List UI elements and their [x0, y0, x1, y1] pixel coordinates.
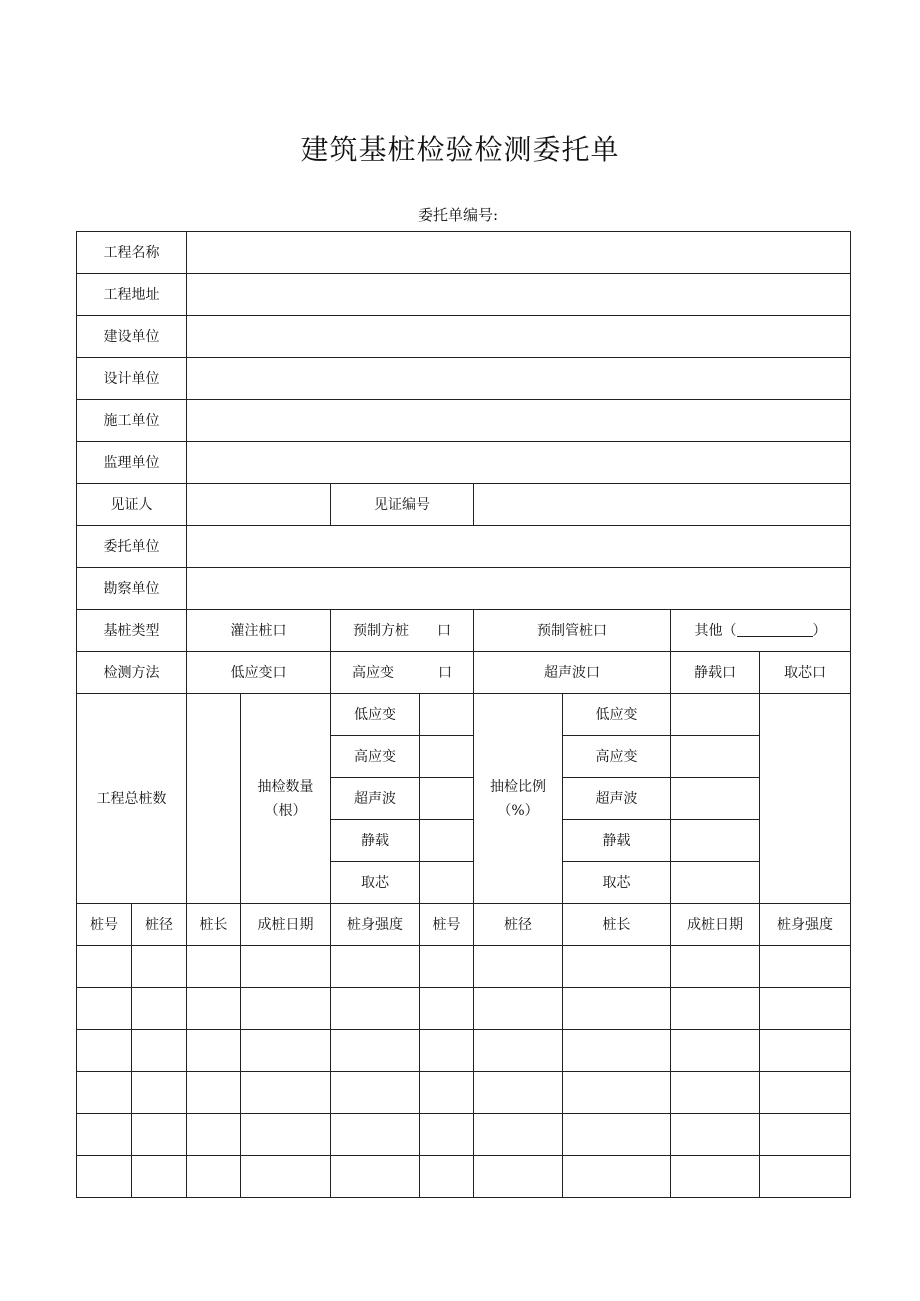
- pile-cell[interactable]: [760, 1072, 851, 1114]
- pile-cell[interactable]: [77, 1156, 132, 1198]
- ratio-method-static-load: 静载: [563, 820, 671, 862]
- col-header-pile-length-2: 桩长: [563, 904, 671, 946]
- pile-cell[interactable]: [563, 1072, 671, 1114]
- col-header-pile-diameter: 桩径: [132, 904, 187, 946]
- qty-method-coring: 取芯: [331, 862, 420, 904]
- pile-cell[interactable]: [132, 946, 187, 988]
- col-header-pile-no-2: 桩号: [420, 904, 474, 946]
- pile-type-square-precast-checkbox[interactable]: 口: [437, 622, 451, 639]
- pile-type-other-blank[interactable]: [737, 624, 813, 637]
- pile-type-row: [77, 610, 851, 652]
- survey-unit-row: [77, 568, 851, 610]
- pile-cell[interactable]: [132, 1072, 187, 1114]
- ratio-static-load-field[interactable]: [671, 820, 760, 862]
- ratio-method-high-strain: 高应变: [563, 736, 671, 778]
- pile-cell[interactable]: [563, 1030, 671, 1072]
- pile-cell[interactable]: [474, 1072, 563, 1114]
- pile-cell[interactable]: [563, 1114, 671, 1156]
- test-method-high-strain-label: 高应变: [352, 664, 394, 681]
- ratio-method-coring: 取芯: [563, 862, 671, 904]
- pile-table-header-row: [77, 904, 851, 946]
- survey-unit-field[interactable]: [187, 568, 851, 610]
- col-header-pile-length: 桩长: [187, 904, 241, 946]
- design-unit-row: [77, 358, 851, 400]
- contractor-unit-label: 施工单位: [77, 400, 187, 442]
- pile-cell[interactable]: [241, 946, 331, 988]
- test-method-ultrasonic-option[interactable]: 超声波口: [474, 652, 671, 694]
- qty-ultrasonic-field[interactable]: [420, 778, 474, 820]
- pile-cell[interactable]: [474, 946, 563, 988]
- pile-cell[interactable]: [241, 1030, 331, 1072]
- pile-data-row: [77, 1030, 851, 1072]
- pile-cell[interactable]: [563, 946, 671, 988]
- ratio-ultrasonic-field[interactable]: [671, 778, 760, 820]
- pile-cell[interactable]: [760, 1030, 851, 1072]
- pile-cell[interactable]: [132, 1030, 187, 1072]
- pile-cell[interactable]: [331, 946, 420, 988]
- project-address-row: [77, 274, 851, 316]
- witness-label: 见证人: [77, 484, 187, 526]
- pile-cell[interactable]: [187, 988, 241, 1030]
- sample-ratio-title: 抽检比例: [490, 778, 546, 795]
- test-method-row: [77, 652, 851, 694]
- pile-cell[interactable]: [187, 1156, 241, 1198]
- pile-cell[interactable]: [671, 1030, 760, 1072]
- qty-static-load-field[interactable]: [420, 820, 474, 862]
- pile-cell[interactable]: [563, 988, 671, 1030]
- sample-ratio-unit: （%）: [497, 802, 539, 819]
- sample-quantity-unit: （根）: [264, 802, 307, 819]
- design-unit-field[interactable]: [187, 358, 851, 400]
- pile-cell[interactable]: [760, 1156, 851, 1198]
- construction-unit-label: 建设单位: [77, 316, 187, 358]
- test-method-coring-option[interactable]: 取芯口: [760, 652, 851, 694]
- commission-form-table: [76, 231, 851, 1198]
- test-method-label: 检测方法: [77, 652, 187, 694]
- qty-low-strain-field[interactable]: [420, 694, 474, 736]
- test-method-static-load-option[interactable]: 静载口: [671, 652, 760, 694]
- pile-cell[interactable]: [671, 1072, 760, 1114]
- test-method-low-strain-option[interactable]: 低应变口: [187, 652, 331, 694]
- pile-type-other-option[interactable]: [671, 610, 851, 652]
- witness-number-field[interactable]: [474, 484, 851, 526]
- pile-data-row: [77, 1072, 851, 1114]
- construction-unit-field[interactable]: [187, 316, 851, 358]
- pile-cell[interactable]: [187, 1030, 241, 1072]
- pile-cell[interactable]: [331, 988, 420, 1030]
- pile-cell[interactable]: [331, 1156, 420, 1198]
- pile-cell[interactable]: [474, 1156, 563, 1198]
- supervision-unit-field[interactable]: [187, 442, 851, 484]
- ratio-coring-field[interactable]: [671, 862, 760, 904]
- pile-cell[interactable]: [671, 988, 760, 1030]
- construction-unit-row: [77, 316, 851, 358]
- client-unit-label: 委托单位: [77, 526, 187, 568]
- pile-cell[interactable]: [420, 1030, 474, 1072]
- test-method-high-strain-option[interactable]: [331, 652, 474, 694]
- qty-high-strain-field[interactable]: [420, 736, 474, 778]
- col-header-pile-no: 桩号: [77, 904, 132, 946]
- supervision-unit-row: [77, 442, 851, 484]
- col-header-pile-date-2: 成桩日期: [671, 904, 760, 946]
- pile-cell[interactable]: [760, 988, 851, 1030]
- pile-cell[interactable]: [187, 946, 241, 988]
- col-header-pile-date: 成桩日期: [241, 904, 331, 946]
- pile-cell[interactable]: [77, 1030, 132, 1072]
- qty-method-ultrasonic: 超声波: [331, 778, 420, 820]
- pile-data-row: [77, 1156, 851, 1198]
- pile-cell[interactable]: [132, 988, 187, 1030]
- pile-cell[interactable]: [241, 988, 331, 1030]
- pile-type-tube-precast-option[interactable]: 预制管桩口: [474, 610, 671, 652]
- pile-cell[interactable]: [671, 1156, 760, 1198]
- pile-type-label: 基桩类型: [77, 610, 187, 652]
- project-address-label: 工程地址: [77, 274, 187, 316]
- pile-cell[interactable]: [241, 1156, 331, 1198]
- col-header-pile-diameter-2: 桩径: [474, 904, 563, 946]
- project-name-label: 工程名称: [77, 232, 187, 274]
- pile-cell[interactable]: [420, 1072, 474, 1114]
- form-number-label: 委托单编号:: [418, 206, 499, 224]
- qty-coring-field[interactable]: [420, 862, 474, 904]
- pile-cell[interactable]: [563, 1156, 671, 1198]
- sample-quantity-label: [241, 694, 331, 904]
- pile-type-square-precast-option[interactable]: [331, 610, 474, 652]
- supervision-unit-label: 监理单位: [77, 442, 187, 484]
- pile-cell[interactable]: [132, 1114, 187, 1156]
- pile-cell[interactable]: [420, 1114, 474, 1156]
- total-piles-label: 工程总桩数: [77, 694, 187, 904]
- sample-quantity-title: 抽检数量: [257, 778, 314, 795]
- col-header-pile-strength: 桩身强度: [331, 904, 420, 946]
- pile-cell[interactable]: [331, 1114, 420, 1156]
- pile-cell[interactable]: [331, 1030, 420, 1072]
- ratio-low-strain-field[interactable]: [671, 694, 760, 736]
- pile-cell[interactable]: [331, 1072, 420, 1114]
- pile-cell[interactable]: [241, 1114, 331, 1156]
- pile-cell[interactable]: [420, 1156, 474, 1198]
- pile-data-row: [77, 988, 851, 1030]
- qty-method-high-strain: 高应变: [331, 736, 420, 778]
- pile-cell[interactable]: [77, 988, 132, 1030]
- survey-unit-label: 勘察单位: [77, 568, 187, 610]
- sample-ratio-label: [474, 694, 563, 904]
- qty-method-low-strain: 低应变: [331, 694, 420, 736]
- pile-type-other-label: 其他（: [694, 622, 737, 639]
- pile-type-other-close: ）: [812, 622, 827, 639]
- contractor-unit-field[interactable]: [187, 400, 851, 442]
- pile-cell[interactable]: [760, 946, 851, 988]
- ratio-method-ultrasonic: 超声波: [563, 778, 671, 820]
- witness-field[interactable]: [187, 484, 331, 526]
- project-name-row: [77, 232, 851, 274]
- pile-cell[interactable]: [77, 1114, 132, 1156]
- pile-data-row: [77, 1114, 851, 1156]
- sampling-row-1: [77, 694, 851, 736]
- sampling-blank-cell: [760, 694, 851, 904]
- pile-cell[interactable]: [132, 1156, 187, 1198]
- pile-cell[interactable]: [474, 988, 563, 1030]
- project-name-field[interactable]: [187, 232, 851, 274]
- qty-method-static-load: 静载: [331, 820, 420, 862]
- pile-cell[interactable]: [760, 1114, 851, 1156]
- pile-type-square-precast-label: 预制方桩: [353, 622, 409, 639]
- col-header-pile-strength-2: 桩身强度: [760, 904, 851, 946]
- pile-cell[interactable]: [420, 988, 474, 1030]
- pile-cell[interactable]: [241, 1072, 331, 1114]
- pile-type-bored-option[interactable]: 灌注桩口: [187, 610, 331, 652]
- contractor-unit-row: [77, 400, 851, 442]
- test-method-high-strain-checkbox[interactable]: 口: [438, 664, 452, 681]
- pile-data-row: [77, 946, 851, 988]
- pile-cell[interactable]: [77, 1072, 132, 1114]
- ratio-high-strain-field[interactable]: [671, 736, 760, 778]
- pile-cell[interactable]: [187, 1114, 241, 1156]
- witness-row: [77, 484, 851, 526]
- pile-cell[interactable]: [671, 1114, 760, 1156]
- client-unit-field[interactable]: [187, 526, 851, 568]
- pile-cell[interactable]: [187, 1072, 241, 1114]
- total-piles-field[interactable]: [187, 694, 241, 904]
- design-unit-label: 设计单位: [77, 358, 187, 400]
- pile-cell[interactable]: [474, 1114, 563, 1156]
- client-unit-row: [77, 526, 851, 568]
- pile-cell[interactable]: [420, 946, 474, 988]
- pile-cell[interactable]: [77, 946, 132, 988]
- witness-number-label: 见证编号: [331, 484, 474, 526]
- pile-cell[interactable]: [474, 1030, 563, 1072]
- page-title: 建筑基桩检验检测委托单: [300, 133, 620, 166]
- pile-cell[interactable]: [671, 946, 760, 988]
- project-address-field[interactable]: [187, 274, 851, 316]
- ratio-method-low-strain: 低应变: [563, 694, 671, 736]
